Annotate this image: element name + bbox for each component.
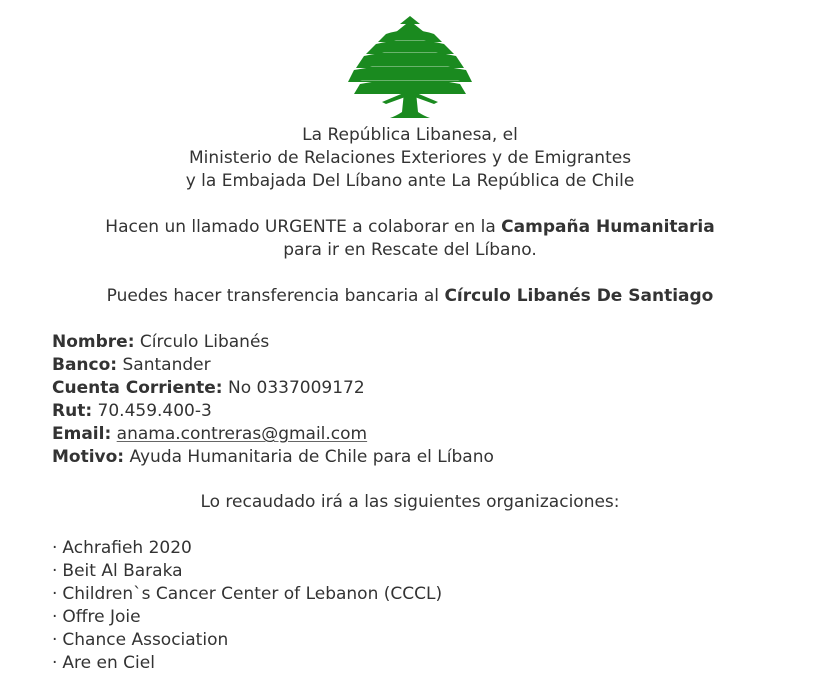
list-item (52, 606, 442, 629)
organization-list (52, 537, 442, 675)
transfer-block (0, 285, 820, 308)
detail-label: Rut: (52, 401, 93, 421)
cedar-tree-icon (346, 12, 474, 122)
bullet: · (52, 584, 58, 604)
email-link[interactable]: anama.contreras@gmail.com (116, 424, 368, 444)
list-item (52, 652, 442, 675)
org-name: Achrafieh 2020 (62, 538, 192, 558)
org-name: Offre Joie (62, 607, 141, 627)
intro-line-2: Ministerio de Relaciones Exteriores y de Emigrantes (188, 148, 632, 168)
detail-value: Círculo Libanés (134, 332, 270, 352)
campaign-name: Campaña Humanitaria (501, 217, 715, 237)
bullet: · (52, 630, 58, 650)
transfer-prefix: Puedes hacer transferencia bancaria al (106, 286, 445, 306)
detail-value: Santander (117, 355, 211, 375)
detail-label: Nombre: (52, 332, 135, 352)
detail-row-rut (52, 400, 494, 423)
detail-label: Motivo: (52, 447, 125, 467)
orgs-intro-block (0, 491, 820, 514)
org-name: Are en Ciel (62, 653, 155, 673)
intro-line-3: y la Embajada Del Líbano ante La República de Chile (185, 171, 635, 191)
bullet: · (52, 607, 58, 627)
bullet: · (52, 561, 58, 581)
list-item (52, 560, 442, 583)
call-block (0, 216, 820, 262)
bank-details (52, 331, 494, 469)
bullet: · (52, 538, 58, 558)
list-item (52, 537, 442, 560)
call-prefix: Hacen un llamado URGENTE a colaborar en la (105, 217, 502, 237)
detail-value: No 0337009172 (222, 378, 365, 398)
bullet: · (52, 653, 58, 673)
detail-row-motivo (52, 446, 494, 469)
org-name: Chance Association (62, 630, 229, 650)
org-name: Children`s Cancer Center of Lebanon (CCCL) (62, 584, 443, 604)
detail-value: Ayuda Humanitaria de Chile para el Líbano (124, 447, 494, 467)
detail-label: Cuenta Corriente: (52, 378, 223, 398)
transfer-line (0, 285, 820, 308)
transfer-org: Círculo Libanés De Santiago (444, 286, 714, 306)
intro-line-1: La República Libanesa, el (302, 125, 518, 145)
list-item (52, 583, 442, 606)
detail-label: Email: (52, 424, 112, 444)
detail-value: 70.459.400-3 (92, 401, 212, 421)
orgs-intro: Lo recaudado irá a las siguientes organizaciones: (200, 492, 620, 512)
org-name: Beit Al Baraka (62, 561, 183, 581)
detail-row-nombre (52, 331, 494, 354)
call-line-1 (0, 216, 820, 239)
call-line-2: para ir en Rescate del Líbano. (283, 240, 537, 260)
detail-row-email (52, 423, 494, 446)
detail-label: Banco: (52, 355, 118, 375)
intro-block (0, 124, 820, 193)
detail-row-cuenta (52, 377, 494, 400)
detail-row-banco (52, 354, 494, 377)
list-item (52, 629, 442, 652)
